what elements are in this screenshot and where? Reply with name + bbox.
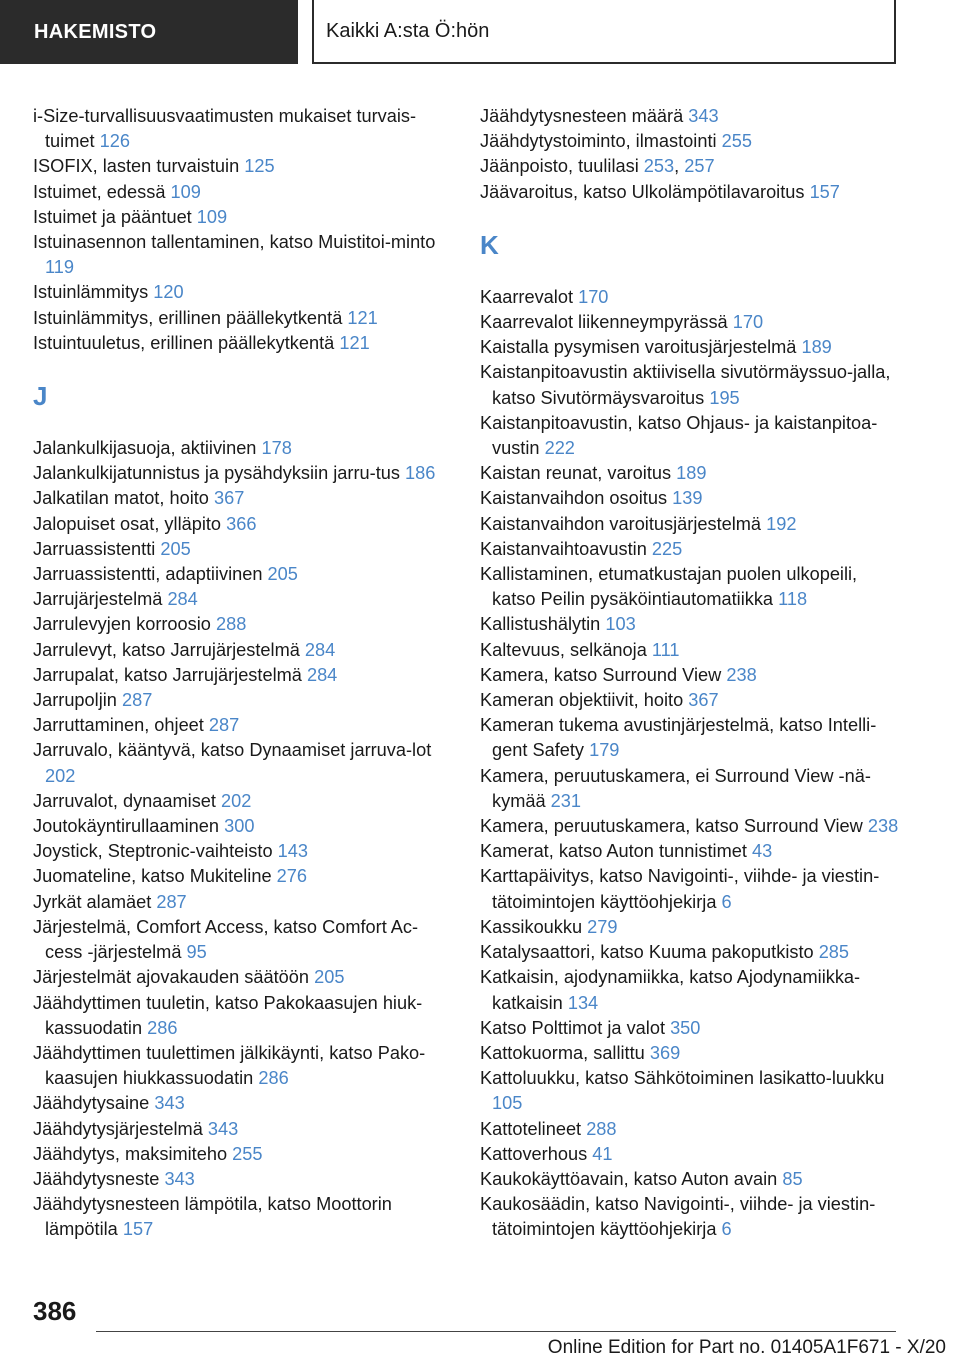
index-entry-term: Jyrkät alamäet <box>33 891 152 912</box>
page-reference-link[interactable]: 225 <box>651 538 683 559</box>
index-entry-term: Jäävaroitus, katso Ulkolämpötilavaroitus <box>480 181 805 202</box>
index-entry-term: ISOFIX, lasten turvaistuin <box>33 156 240 177</box>
index-entry-term: Jarruvalo, kääntyvä, katso Dynaamiset jarruva-lot <box>33 740 432 761</box>
page-reference-link[interactable]: 253 <box>643 156 675 177</box>
page-reference-link[interactable]: 95 <box>186 942 207 963</box>
page-reference-link[interactable]: 178 <box>261 438 292 459</box>
index-column-right <box>480 104 900 1243</box>
index-entry-term: Katso Polttimot ja valot <box>480 1017 665 1038</box>
index-entry <box>33 713 453 738</box>
index-entry-term: Jarrupoljin <box>33 690 117 711</box>
index-entry-term: Jäähdytysaine <box>33 1093 150 1114</box>
page-reference-link[interactable]: 255 <box>721 131 752 152</box>
index-entry <box>33 1142 453 1167</box>
page-reference-link[interactable]: 231 <box>550 790 581 811</box>
page-reference-link[interactable]: 205 <box>267 564 298 585</box>
index-entry-term: Jäähdytysnesteen lämpötila, katso Moottorin lämpötila <box>33 1194 392 1240</box>
page-reference-link[interactable]: 157 <box>122 1219 154 1240</box>
page-reference-link[interactable]: 276 <box>276 866 307 887</box>
page-reference-link[interactable]: 257 <box>684 156 715 177</box>
tab-index-label: HAKEMISTO <box>34 20 157 43</box>
index-entry <box>33 1091 453 1116</box>
page-reference-link[interactable]: 121 <box>347 307 378 328</box>
page-reference-link[interactable]: 109 <box>196 206 228 227</box>
page-reference-link[interactable]: 179 <box>589 740 620 761</box>
page-reference-link[interactable]: 343 <box>154 1093 185 1114</box>
page-reference-link[interactable]: 6 <box>721 1219 732 1240</box>
index-entry <box>480 1117 900 1142</box>
index-entry <box>33 486 453 511</box>
index-entry-term: Jarrujärjestelmä <box>33 589 163 610</box>
index-entry <box>33 688 453 713</box>
index-entry <box>33 180 453 205</box>
index-letter-heading: K <box>480 229 499 260</box>
index-entry-term: Kaistan reunat, varoitus <box>480 463 672 484</box>
page-reference-link[interactable]: 285 <box>818 942 850 963</box>
index-entry-term: Kattoverhous <box>480 1143 588 1164</box>
index-entry-term: Jalkatilan matot, hoito <box>33 488 209 509</box>
index-entry <box>33 991 453 1041</box>
index-entry-term: Jarrulevyt, katso Jarrujärjestelmä <box>33 639 300 660</box>
index-entry <box>33 612 453 637</box>
index-entry <box>33 587 453 612</box>
index-entry <box>33 789 453 814</box>
page-reference-link[interactable]: 170 <box>732 312 764 333</box>
page-reference-link[interactable]: 300 <box>224 816 255 837</box>
page-reference-link[interactable]: 189 <box>801 337 832 358</box>
index-entry <box>33 864 453 889</box>
page-reference-link[interactable]: 286 <box>147 1017 178 1038</box>
index-entry <box>480 663 900 688</box>
index-entry <box>480 180 900 205</box>
page-reference-link[interactable]: 238 <box>726 664 757 685</box>
index-entry <box>480 1041 900 1066</box>
page-reference-link[interactable]: 343 <box>207 1118 239 1139</box>
header <box>0 0 960 66</box>
page-reference-link[interactable]: 369 <box>649 1042 681 1063</box>
index-entry-term: Kameran tukema avustinjärjestelmä, katso Intelli-gent Safety <box>480 715 877 761</box>
index-entry <box>480 411 900 461</box>
index-entry <box>33 154 453 179</box>
index-entry-term: Jalopuiset osat, ylläpito <box>33 513 222 534</box>
page-reference-link[interactable]: 255 <box>232 1143 263 1164</box>
index-entry <box>480 713 900 763</box>
page-reference-link[interactable]: 157 <box>809 181 840 202</box>
index-entry-term: Kaistanvaihtoavustin <box>480 538 647 559</box>
index-entry-term: Jarruvalot, dynaamiset <box>33 790 216 811</box>
page-reference-link[interactable]: 121 <box>339 332 370 353</box>
index-entry <box>480 864 900 914</box>
page-reference-link[interactable]: 6 <box>721 891 732 912</box>
index-entry-term: Kaltevuus, selkänoja <box>480 639 647 660</box>
index-entry-term: Kamera, peruutuskamera, ei Surround View -nä-kymää <box>480 765 871 811</box>
index-entry-term: Kaistalla pysymisen varoitusjärjestelmä <box>480 337 797 358</box>
index-entry-term: Jarruassistentti, adaptiivinen <box>33 564 263 585</box>
page-reference-link[interactable]: 343 <box>688 106 719 126</box>
page-reference-link[interactable]: 202 <box>221 790 252 811</box>
index-entry-term: Kattoluukku, katso Sähkötoiminen lasikatto-luukku <box>480 1068 885 1089</box>
index-entry <box>33 638 453 663</box>
index-entry-term: Kassikoukku <box>480 916 583 937</box>
index-entry <box>480 764 900 814</box>
page-reference-link[interactable]: 139 <box>672 488 703 509</box>
page-reference-link[interactable]: 286 <box>258 1068 289 1089</box>
index-entry <box>480 814 900 839</box>
index-entry-term: Kamera, peruutuskamera, katso Surround View <box>480 816 863 837</box>
page-reference-link[interactable]: 284 <box>304 639 336 660</box>
index-entry-term: Kattokuorma, sallittu <box>480 1042 645 1063</box>
index-entry <box>480 512 900 537</box>
index-entry-term: Jäänpoisto, tuulilasi <box>480 156 639 177</box>
page-reference-link[interactable]: 134 <box>567 992 599 1013</box>
index-entry <box>480 360 900 410</box>
page-reference-link[interactable]: 287 <box>156 891 187 912</box>
edition-text: Online Edition for Part no. 01405A1F671 - X/20 <box>547 1337 946 1358</box>
page-reference-link[interactable]: 287 <box>121 690 153 711</box>
page-reference-link[interactable]: 288 <box>215 614 247 635</box>
index-entry <box>480 1066 900 1116</box>
index-column-left <box>33 104 453 1243</box>
index-entry-term: Joystick, Steptronic-vaihteisto <box>33 841 273 862</box>
index-entry <box>33 230 453 280</box>
page-reference-link[interactable]: 41 <box>592 1143 613 1164</box>
footer-divider <box>96 1331 896 1332</box>
page-reference-link[interactable]: 109 <box>170 181 201 202</box>
index-entry <box>480 915 900 940</box>
index-entry-term: Jarruassistentti <box>33 538 156 559</box>
index-entry-term: Jalankulkijasuoja, aktiivinen <box>33 438 257 459</box>
index-entry <box>480 562 900 612</box>
tab-index[interactable] <box>0 0 298 64</box>
index-entry <box>33 331 453 356</box>
index-entry <box>33 890 453 915</box>
index-entry <box>33 663 453 688</box>
index-entry <box>33 306 453 331</box>
index-entry <box>33 562 453 587</box>
page-reference-link[interactable]: 85 <box>782 1168 803 1189</box>
index-entry-term: Karttapäivitys, katso Navigointi-, viihde- ja viestin-tätoimintojen käyttöohjekirja <box>480 866 880 912</box>
index-entry-term: i-Size-turvallisuusvaatimusten mukaiset turvais-tuimet <box>33 106 417 152</box>
index-entry <box>480 839 900 864</box>
index-entry-term: Istuintuuletus, erillinen päällekytkentä <box>33 332 335 353</box>
page-reference-link[interactable]: 186 <box>405 463 436 484</box>
index-entry: Jäänpoisto, tuulilasi 253, 257 <box>480 156 715 177</box>
index-entry-term: Kaistanvaihdon varoitusjärjestelmä <box>480 513 762 534</box>
index-entry <box>33 1167 453 1192</box>
index-entry <box>480 537 900 562</box>
page-reference-link[interactable]: 103 <box>605 614 636 635</box>
page-reference-link[interactable]: 222 <box>544 438 575 459</box>
page-reference-link[interactable]: 238 <box>867 816 899 837</box>
page-reference-link[interactable]: 205 <box>314 967 345 988</box>
index-entry-term: Kallistaminen, etumatkustajan puolen ulkopeili, katso Peilin pysäköintiautomatiikka <box>480 564 858 610</box>
footer-edition <box>0 1334 960 1362</box>
page-reference-link[interactable]: 366 <box>226 513 257 534</box>
index-entry-term: Kallistushälytin <box>480 614 601 635</box>
page-reference-link[interactable]: 120 <box>153 282 184 303</box>
index-entry-term: Kaukokäyttöavain, katso Auton avain <box>480 1168 778 1189</box>
page-reference-link[interactable]: 343 <box>164 1168 195 1189</box>
index-entry-term: Istuimet, edessä <box>33 181 166 202</box>
page-reference-link[interactable]: 367 <box>213 488 245 509</box>
index-entry-term: Kaistanvaihdon osoitus <box>480 488 668 509</box>
index-entry-term: Jarruttaminen, ohjeet <box>33 715 204 736</box>
page-reference-link[interactable]: 125 <box>244 156 275 177</box>
page-reference-link[interactable]: 202 <box>45 765 76 786</box>
index-entry <box>480 612 900 637</box>
index-entry <box>480 638 900 663</box>
index-entry <box>480 486 900 511</box>
index-entry <box>33 839 453 864</box>
index-entry-term: Jäähdytystoiminto, ilmastointi <box>480 131 717 152</box>
index-entry-term: Joutokäyntirullaaminen <box>33 816 220 837</box>
page-reference-link[interactable]: 288 <box>586 1118 617 1139</box>
index-entry <box>33 461 453 486</box>
index-entry-term: Katkaisin, ajodynamiikka, katso Ajodynamiikka-katkaisin <box>480 967 861 1013</box>
index-entry <box>480 965 900 1015</box>
page-reference-link[interactable]: 170 <box>578 286 609 307</box>
index-entry-term: Jäähdyttimen tuulettimen jälkikäynti, katso Pako-kaasujen hiukkassuodatin <box>33 1042 426 1089</box>
index-entry-term: Kameran objektiivit, hoito <box>480 690 684 711</box>
index-entry <box>33 915 453 965</box>
page-reference-link[interactable]: 205 <box>160 538 191 559</box>
page-reference-link[interactable]: 284 <box>306 664 338 685</box>
index-entry-term: Kamerat, katso Auton tunnistimet <box>480 841 747 862</box>
index-entry-term: Katalysaattori, katso Kuuma pakoputkisto <box>480 942 814 963</box>
index-entry-term: Istuinlämmitys, erillinen päällekytkentä <box>33 307 343 328</box>
index-entry-term: Järjestelmät ajovakauden säätöön <box>33 967 310 988</box>
index-entry-term: Istuimet ja pääntuet <box>33 206 192 227</box>
page-reference-link[interactable]: 143 <box>277 841 308 862</box>
index-entry <box>480 129 900 154</box>
page-reference-link[interactable]: 195 <box>709 387 740 408</box>
index-entry <box>480 285 900 310</box>
index-entry-term: Istuinlämmitys <box>33 282 149 303</box>
page-reference-link[interactable]: 111 <box>651 639 680 660</box>
index-entry-term: Jäähdytysneste <box>33 1168 160 1189</box>
page-reference-link[interactable]: 189 <box>676 463 707 484</box>
index-entry-term: Jäähdytys, maksimiteho <box>33 1143 228 1164</box>
index-entry <box>33 104 453 154</box>
page-reference-link[interactable]: 284 <box>167 589 198 610</box>
index-entry-term: Kaukosäädin, katso Navigointi-, viihde- ja viestin-tätoimintojen käyttöohjekirja <box>480 1194 876 1240</box>
index-entry-term: Jäähdytysnesteen määrä <box>480 106 684 126</box>
index-entry <box>33 1041 453 1091</box>
index-letter-heading: J <box>33 381 48 412</box>
index-entry-term: Jarrupalat, katso Jarrujärjestelmä <box>33 664 302 685</box>
index-entry-term: Kaistanpitoavustin, katso Ohjaus- ja kaistanpitoa-vustin <box>480 412 878 459</box>
index-entry <box>480 1142 900 1167</box>
page-reference-link[interactable]: 118 <box>778 589 808 610</box>
page-reference-link[interactable]: 126 <box>99 131 130 152</box>
index-entry <box>33 1117 453 1142</box>
index-entry-term: Järjestelmä, Comfort Access, katso Comfort Ac-cess -järjestelmä <box>33 916 419 963</box>
index-entry <box>33 738 453 788</box>
index-entry <box>33 537 453 562</box>
page-reference-link[interactable]: 105 <box>492 1093 523 1114</box>
index-entry-term: Kamera, katso Surround View <box>480 664 722 685</box>
index-entry <box>33 965 453 990</box>
tab-section-label: Kaikki A:sta Ö:hön <box>326 19 490 42</box>
page-reference-link[interactable]: 192 <box>766 513 797 534</box>
index-entry-term: Jalankulkijatunnistus ja pysähdyksiin jarru-tus <box>33 463 400 484</box>
index-entry <box>480 1192 900 1242</box>
tab-section[interactable] <box>312 0 896 64</box>
index-entry <box>480 335 900 360</box>
page-reference-link[interactable]: 43 <box>751 841 773 862</box>
index-entry-term: Istuinasennon tallentaminen, katso Muistitoi-minto <box>33 232 436 253</box>
page-reference-link[interactable]: 287 <box>208 715 240 736</box>
index-entry <box>480 310 900 335</box>
index-entry-term: Kaarrevalot liikenneympyrässä <box>480 312 728 333</box>
page-reference-link[interactable]: 367 <box>688 690 719 711</box>
index-entry <box>33 205 453 230</box>
index-entry-term: Kattotelineet <box>480 1118 582 1139</box>
index-entry <box>480 1167 900 1192</box>
index-entry <box>33 1192 453 1242</box>
index-entry <box>480 461 900 486</box>
page-reference-link[interactable]: 350 <box>670 1017 701 1038</box>
index-entry <box>480 104 900 129</box>
index-entry <box>33 436 453 461</box>
page-reference-link[interactable]: 279 <box>587 916 618 937</box>
index-entry <box>33 814 453 839</box>
index-entry <box>480 688 900 713</box>
index-entry-term: Kaarrevalot <box>480 286 574 307</box>
index-entry <box>480 1016 900 1041</box>
index-entry-term: Jarrulevyjen korroosio <box>33 614 211 635</box>
index-entry-term: Jäähdyttimen tuuletin, katso Pakokaasujen hiuk-kassuodatin <box>33 992 423 1038</box>
index-entry <box>33 280 453 305</box>
index-entry-term: Kaistanpitoavustin aktiivisella sivutörmäyssuo-jalla, katso Sivutörmäysvaroitus <box>480 362 891 408</box>
index-entry-term: Jäähdytysjärjestelmä <box>33 1118 203 1139</box>
page-number: 386 <box>33 1296 77 1326</box>
index-entry <box>480 940 900 965</box>
index-entry-term: Juomateline, katso Mukiteline <box>33 866 272 887</box>
page-reference-link[interactable]: 119 <box>45 257 74 278</box>
index-entry <box>33 512 453 537</box>
